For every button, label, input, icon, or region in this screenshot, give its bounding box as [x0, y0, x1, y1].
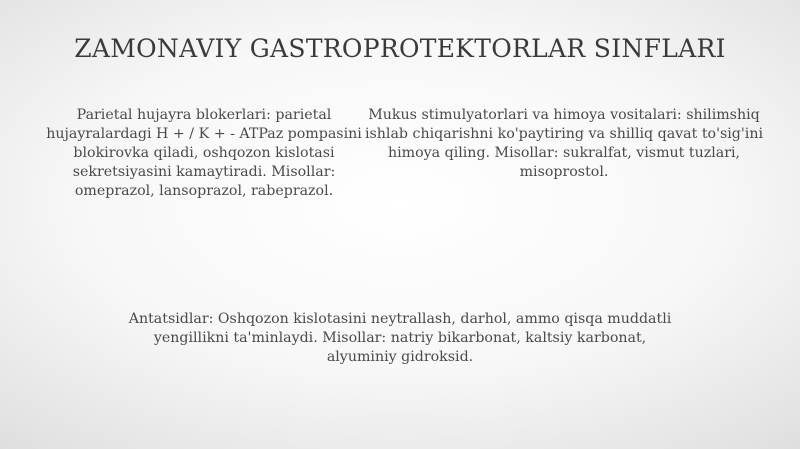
parietal-cell-blockers-text: Parietal hujayra blokerlari: parietal hujayralardagi H + / K + - ATPaz pompasini blokirovka qiladi, oshqozon kislotasi sekretsiyasini kamaytiradi. Misollar: omeprazol, lansoprazol, rabeprazol.: [46, 107, 362, 199]
mucus-stimulators-text: Mukus stimulyatorlari va himoya vositalari: shilimshiq ishlab chiqarishni ko'paytiring va shilliq qavat to'sig'ini himoya qiling. Misollar: sukralfat, vismut tuzlari, misoprostol.: [364, 107, 764, 180]
antacids-text: Antatsidlar: Oshqozon kislotasini neytrallash, darhol, ammo qisqa muddatli yengillikni ta'minlaydi. Misollar: natriy bikarbonat, kaltsiy karbonat, alyuminiy gidroksid.: [128, 311, 672, 365]
slide-title: ZAMONAVIY GASTROPROTEKTORLAR SINFLARI: [74, 34, 726, 63]
